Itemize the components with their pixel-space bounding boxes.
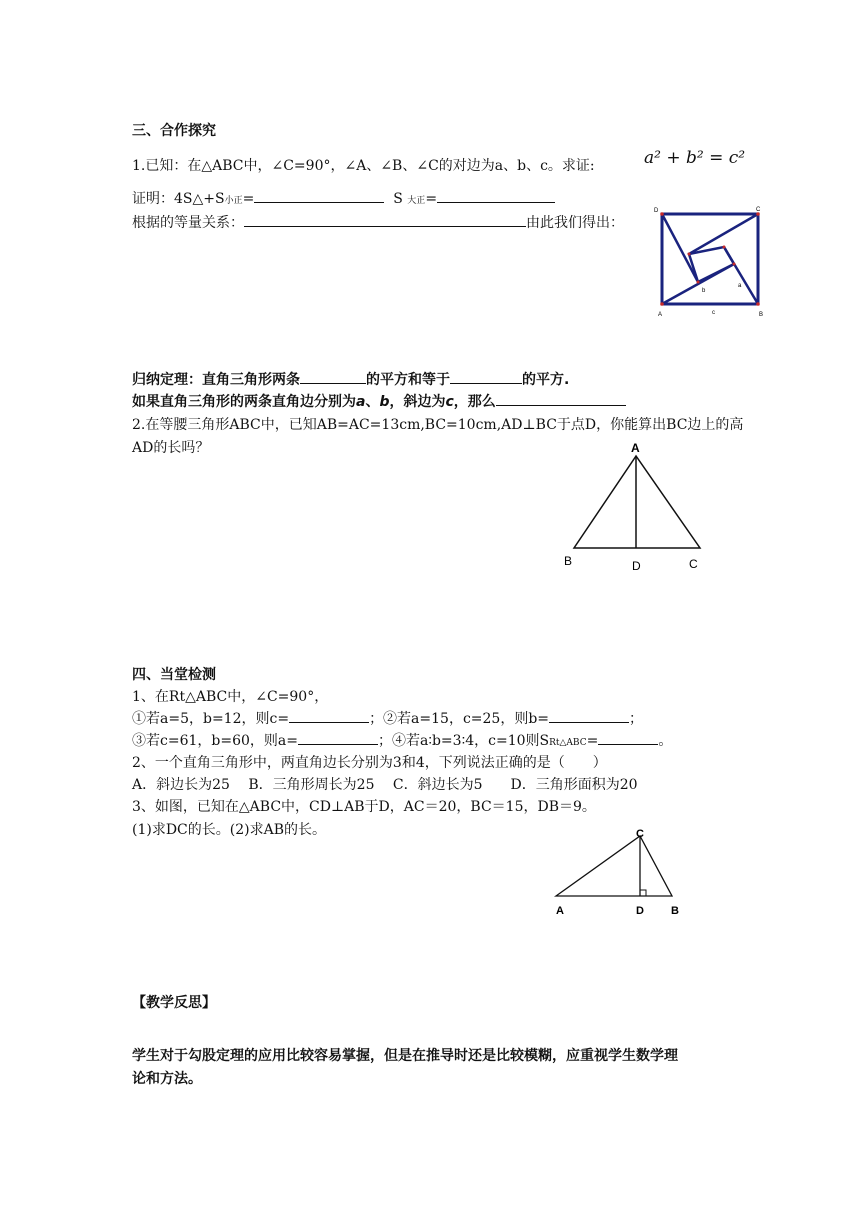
s4-q1-b2-sub: Rt△ABC — [549, 738, 587, 748]
isosceles-triangle-figure — [560, 438, 710, 578]
theorem-var-a: a — [356, 394, 366, 410]
q1-relation-line — [132, 212, 624, 232]
square-label-C: C — [756, 207, 761, 213]
tri-label-B: B — [564, 554, 573, 568]
q2-line-2: AD的长吗？ — [132, 440, 210, 456]
s4-q1-b4: 。 — [658, 733, 673, 749]
proof-s: S — [393, 191, 403, 207]
s4-q2-text: 2、一个直角三角形中，两直角边长分别为3和4，下列说法正确的是（ ） — [132, 755, 607, 771]
reflection-line-1: 学生对于勾股定理的应用比较容易掌握，但是在推导时还是比较模糊，应重视学生数学理 — [132, 1048, 678, 1064]
reflection-line-2: 论和方法。 — [132, 1071, 202, 1087]
rt-label-D: D — [636, 905, 644, 917]
theorem-1c: 的平方. — [522, 372, 570, 388]
q1-text: 1.已知：在△ABC中，∠C=90°，∠A、∠B、∠C的对边为a、b、c。求证: — [132, 158, 595, 174]
s4-blank-c[interactable] — [289, 708, 369, 723]
right-triangle-figure — [548, 826, 688, 920]
s4-q1-b2: ；④若a∶b=3∶4，c=10则S — [377, 733, 550, 749]
relation-suffix: 由此我们得出： — [526, 215, 624, 231]
square-label-c: c — [712, 310, 715, 316]
rt-label-A: A — [556, 905, 564, 917]
s4-blank-a[interactable] — [298, 730, 378, 745]
proof-blank-1[interactable] — [254, 188, 384, 203]
rt-label-B: B — [671, 905, 679, 917]
theorem-2a: 如果直角三角形的两条直角边分别为 — [132, 394, 356, 410]
square-label-D: D — [654, 208, 659, 214]
square-label-B: B — [759, 312, 764, 318]
s4-q1-intro: 1、在Rt△ABC中，∠C=90°， — [132, 689, 329, 705]
theorem-1b: 的平方和等于 — [366, 372, 450, 388]
s4-blank-area[interactable] — [598, 730, 658, 745]
s4-q1-b3: = — [586, 733, 599, 749]
theorem-sep: 、 — [365, 394, 380, 410]
pythagoras-square-figure — [652, 202, 770, 320]
theorem-blank-1[interactable] — [300, 369, 366, 384]
theorem-blank-3[interactable] — [496, 391, 626, 406]
s4-q1-a2: ；②若a=15，c=25，则b= — [369, 711, 550, 727]
square-label-A: A — [658, 312, 663, 318]
proof-eq2: = — [425, 191, 438, 207]
s4-q1-b1: ③若c=61，b=60，则a= — [132, 733, 298, 749]
q2-line-1: 2.在等腰三角形ABC中，已知AB=AC=13cm,BC=10cm,AD⊥BC于点D，你能算出BC边上的高 — [132, 417, 744, 433]
s4-q3-parts: (1)求DC的长。(2)求AB的长。 — [132, 822, 326, 838]
proof-sub-big-square: 大正 — [407, 196, 426, 206]
section4-title: 四、当堂检测 — [132, 667, 216, 683]
s4-q2-options: A．斜边长为25 B．三角形周长为25 C．斜边长为5 D．三角形面积为20 — [132, 777, 638, 793]
s4-blank-b[interactable] — [549, 708, 629, 723]
q1-proof-line — [132, 188, 555, 208]
s4-q1-a1: ①若a=5，b=12，则c= — [132, 711, 290, 727]
rt-label-C: C — [636, 828, 644, 840]
tri-label-C: C — [689, 557, 698, 571]
relation-blank[interactable] — [244, 212, 526, 227]
proof-blank-2[interactable] — [437, 188, 555, 203]
square-label-b: b — [702, 288, 706, 294]
theorem-line-1 — [132, 369, 569, 389]
s4-q1-a3: ； — [629, 711, 644, 727]
q1-formula: a² + b² = c² — [644, 148, 746, 168]
theorem-2c: ，那么 — [453, 394, 496, 410]
s4-q3-text: 3、如图，已知在△ABC中，CD⊥AB于D，AC＝20，BC＝15，DB＝9。 — [132, 799, 596, 815]
proof-eq: = — [242, 191, 255, 207]
theorem-blank-2[interactable] — [450, 369, 522, 384]
relation-prefix: 根据的等量关系： — [132, 215, 244, 231]
theorem-1a: 归纳定理：直角三角形两条 — [132, 372, 300, 388]
theorem-var-c: c — [445, 394, 454, 410]
proof-prefix: 证明：4S△+S — [132, 191, 225, 207]
proof-sub-small-square: 小正 — [224, 196, 243, 206]
theorem-line-2 — [132, 391, 626, 411]
square-label-a: a — [738, 283, 742, 289]
theorem-2b: ，斜边为 — [389, 394, 446, 410]
reflection-title: 【教学反思】 — [132, 995, 216, 1011]
s4-q1-line-a — [132, 708, 643, 728]
tri-label-D: D — [632, 559, 641, 573]
theorem-var-b: b — [379, 394, 390, 410]
tri-label-A: A — [631, 441, 640, 455]
section3-title: 三、合作探究 — [132, 123, 216, 139]
s4-q1-line-b — [132, 730, 672, 750]
